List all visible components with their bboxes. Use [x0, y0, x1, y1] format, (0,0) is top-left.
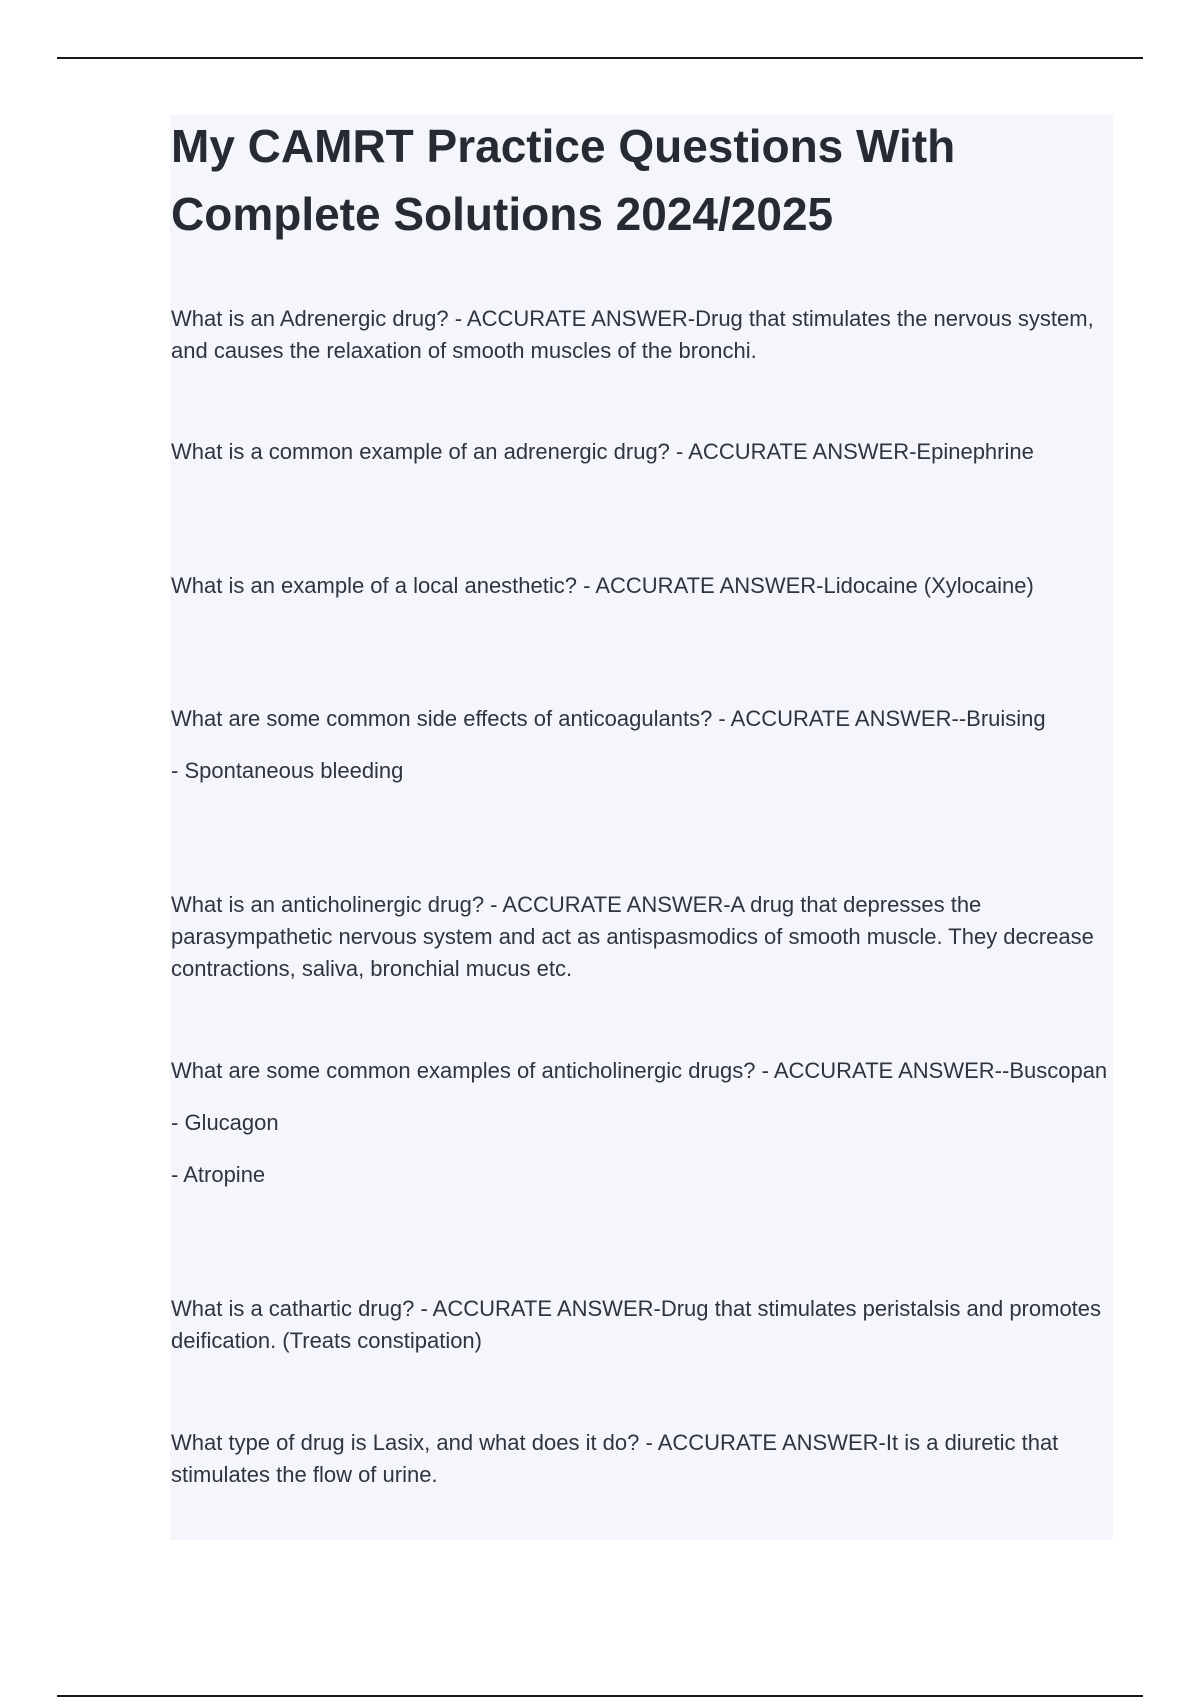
bottom-rule	[57, 1695, 1143, 1697]
qa-text: What are some common examples of anticholinergic drugs? - ACCURATE ANSWER--Buscopan	[171, 1058, 1108, 1083]
qa-text: What is a cathartic drug? - ACCURATE ANSWER-Drug that stimulates peristalsis and promotes deification. (Treats constipation)	[171, 1296, 1102, 1353]
qa-entry-5	[171, 889, 1111, 985]
top-rule	[57, 57, 1143, 59]
qa-text: What is an example of a local anesthetic? - ACCURATE ANSWER-Lidocaine (Xylocaine)	[171, 573, 1034, 598]
qa-text: What type of drug is Lasix, and what does it do? - ACCURATE ANSWER-It is a diuretic that stimulates the flow of urine.	[171, 1430, 1059, 1487]
qa-text: What are some common side effects of anticoagulants? - ACCURATE ANSWER--Bruising	[171, 706, 1046, 731]
qa-text: What is an Adrenergic drug? - ACCURATE ANSWER-Drug that stimulates the nervous system, and causes the relaxation of smooth muscles of the bronchi.	[171, 306, 1094, 363]
qa-entry-2	[171, 436, 1111, 468]
qa-bullet: - Glucagon	[171, 1110, 279, 1135]
qa-entry-7	[171, 1293, 1111, 1357]
qa-text: What is an anticholinergic drug? - ACCURATE ANSWER-A drug that depresses the parasympathetic nervous system and act as antispasmodics of smooth muscle. They decrease contractions, saliva, bronchial mucus etc.	[171, 892, 1094, 981]
qa-bullet: - Spontaneous bleeding	[171, 758, 404, 783]
qa-text: What is a common example of an adrenergic drug? - ACCURATE ANSWER-Epinephrine	[171, 439, 1034, 464]
document-title: My CAMRT Practice Questions With Complete Solutions 2024/2025	[171, 120, 956, 240]
qa-entry-1	[171, 303, 1111, 367]
qa-entry-3	[171, 570, 1111, 602]
qa-entry-6	[171, 1055, 1111, 1191]
qa-entry-8	[171, 1427, 1111, 1491]
qa-entry-4	[171, 703, 1111, 787]
qa-bullet: - Atropine	[171, 1162, 266, 1187]
